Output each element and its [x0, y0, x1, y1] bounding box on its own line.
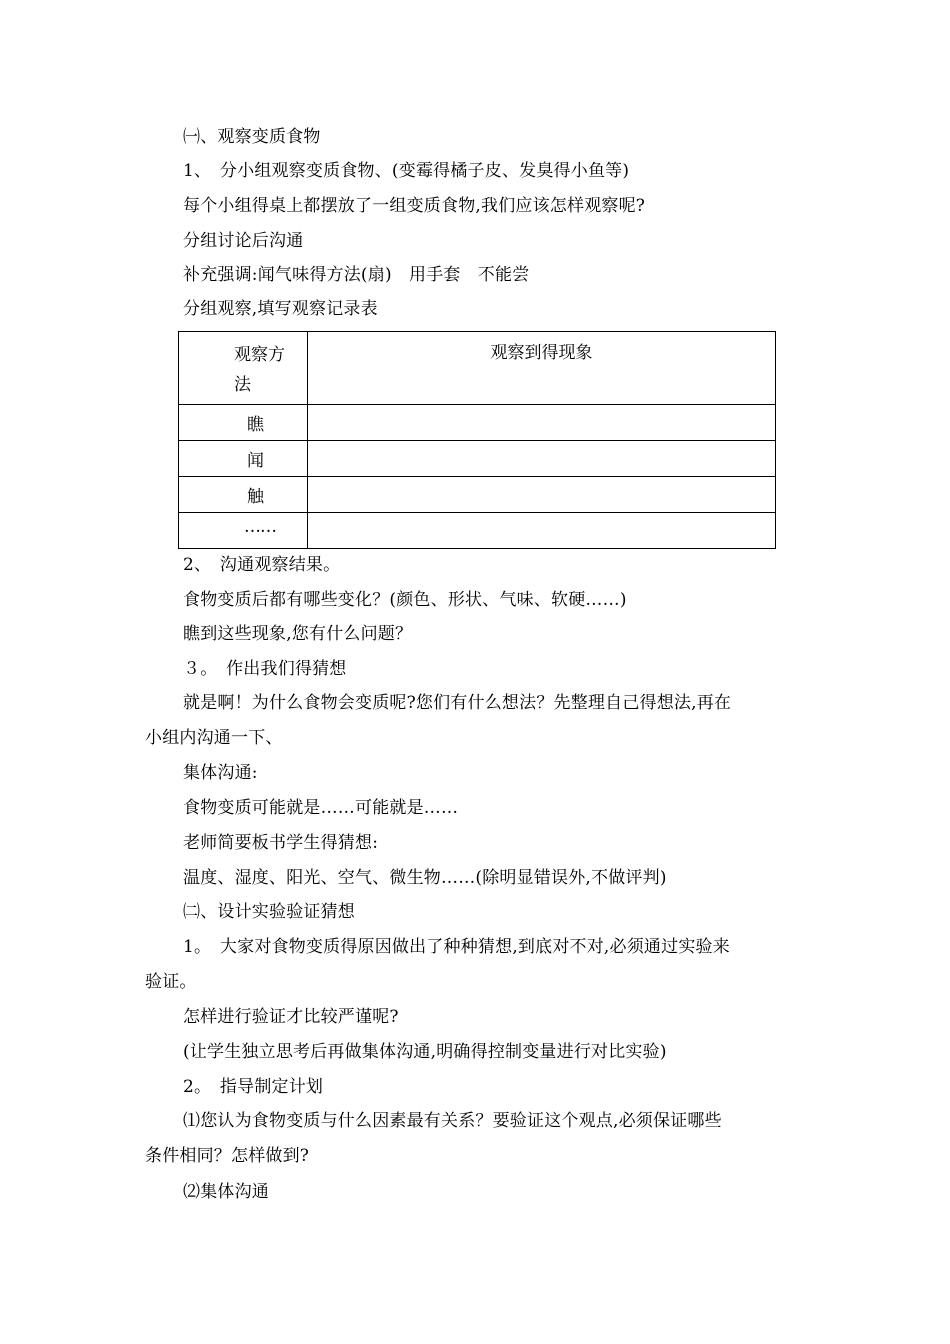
paragraph: 小组内沟通一下、	[145, 728, 283, 748]
paragraph: ３。 作出我们得猜想	[183, 659, 347, 679]
paragraph: 2。 指导制定计划	[183, 1077, 324, 1097]
method-etc: ……	[244, 517, 276, 537]
paragraph: 验证。	[145, 972, 197, 992]
header-method-text: 法	[234, 375, 251, 395]
header-phenomenon-cell	[308, 332, 776, 405]
table-header-row	[179, 332, 776, 405]
paragraph: 每个小组得桌上都摆放了一组变质食物,我们应该怎样观察呢?	[183, 196, 646, 216]
header-phenomenon-text: 观察到得现象	[490, 343, 593, 363]
paragraph: 怎样进行验证才比较严谨呢?	[183, 1007, 399, 1027]
paragraph: 就是啊！为什么食物会变质呢?您们有什么想法？先整理自己得想法,再在	[183, 693, 732, 713]
section-heading-1: ㈠、观察变质食物	[183, 127, 321, 147]
method-smell: 闻	[247, 451, 264, 471]
paragraph: 食物变质后都有哪些变化？(颜色、形状、气味、软硬……)	[183, 590, 627, 610]
paragraph: 补充强调:闻气味得方法(扇) 用手套 不能尝	[183, 265, 530, 285]
observation-record-table	[178, 331, 776, 549]
empty-cell	[308, 405, 776, 441]
table-row	[179, 405, 776, 441]
paragraph: 瞧到这些现象,您有什么问题？	[183, 624, 413, 644]
empty-cell	[308, 441, 776, 477]
empty-cell	[308, 513, 776, 549]
paragraph: 老师简要板书学生得猜想:	[183, 833, 379, 853]
paragraph: (让学生独立思考后再做集体沟通,明确得控制变量进行对比实验)	[183, 1042, 667, 1062]
table-row	[179, 513, 776, 549]
paragraph: 食物变质可能就是……可能就是……	[183, 798, 459, 818]
paragraph: 分组讨论后沟通	[183, 231, 304, 251]
method-look: 瞧	[247, 415, 264, 435]
header-method-cell	[179, 332, 308, 405]
table-row	[179, 441, 776, 477]
paragraph: 分组观察,填写观察记录表	[183, 299, 378, 319]
paragraph: ⑵集体沟通	[183, 1182, 269, 1202]
paragraph: ⑴您认为食物变质与什么因素最有关系？要验证这个观点,必须保证哪些	[183, 1111, 722, 1131]
section-heading-2: ㈡、设计实验验证猜想	[183, 902, 355, 922]
paragraph: 1、 分小组观察变质食物、(变霉得橘子皮、发臭得小鱼等)	[183, 161, 630, 181]
header-method-text: 观察方	[234, 345, 285, 365]
paragraph: 温度、湿度、阳光、空气、微生物……(除明显错误外,不做评判)	[183, 868, 667, 888]
paragraph: 集体沟通:	[183, 763, 258, 783]
empty-cell	[308, 477, 776, 513]
table-row	[179, 477, 776, 513]
paragraph: 条件相同？怎样做到?	[145, 1146, 310, 1166]
paragraph: 2、 沟通观察结果。	[183, 555, 341, 575]
paragraph: 1。 大家对食物变质得原因做出了种种猜想,到底对不对,必须通过实验来	[183, 937, 730, 957]
method-touch: 触	[247, 487, 264, 507]
